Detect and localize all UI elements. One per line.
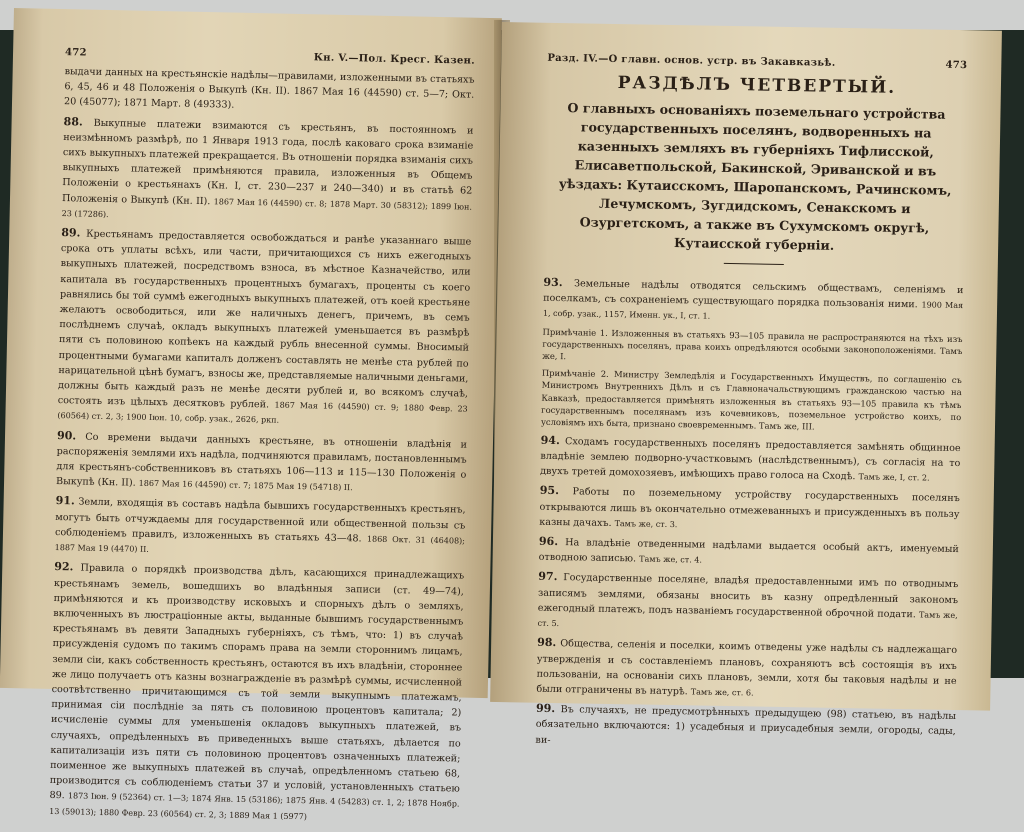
section-subtitle: О главныхъ основаніяхъ поземельнаго устройства государственныхъ поселянъ, водворенныхъ на казенныхъ земляхъ въ губерніяхъ Тифлисской, Елисаветпольской, Бакинской, Эриванской и въ уѣздахъ: Кутаисскомъ, Шаропанскомъ, Рачинскомъ, Лечумскомъ, Зугдидскомъ, Сенакскомъ и Озургетскомъ, а также въ Сухумскомъ округѣ, Кутаисской губерніи. [558,100,952,253]
article-number: 92. [54,560,74,574]
article-number: 88. [63,114,83,129]
left-page-header [65,47,475,67]
paragraph-text: Въ случаяхъ, не предусмотрѣнныхъ предыдущею (98) статьею, въ надѣлы обязательно включаются: 1) усадебныя и приусадебныя земли, огороды, сады, ви- [535,704,957,746]
article-number: 91. [55,494,75,508]
paragraph [537,569,958,638]
paragraph [543,275,964,329]
article-number: 96. [538,534,559,549]
paragraph-text: Общества, селенія и поселки, коимъ отведены уже надѣлы съ надлежащаго утвержденія и съ составленіемъ плановъ, сохраняютъ всѣ состоящія въ ихъ пользованіи, на основаніи сихъ плановъ, земли, хотя бы таковыя надѣлы и не были отграничены въ натурѣ. [536,638,958,698]
paragraph [55,493,466,563]
right-page-body [535,53,967,759]
legal-reference: Тамъ же, ст. 6. [690,687,754,698]
left-page [0,8,502,821]
article-number: 93. [543,275,563,290]
right-page [490,22,1002,746]
paragraph-text: Крестьянамъ предоставляется освобождаться и ранѣе указаннаго выше срока отъ уплаты всѣхъ, или части, причитающихся съ нихъ ежегодныхъ выкупныхъ платежей, посредствомъ взноса, въ мѣстное Казначейство, или капитала въ государственныхъ процентныхъ бумагахъ, проценты съ коего равнялись бы той суммѣ ежегодныхъ выкупныхъ платежей, отъ коей крестьяне желаютъ освободиться, или же наличныхъ денегъ, причемъ, въ семъ послѣднемъ случаѣ, окладъ выкупныхъ платежей уменьшается въ размѣрѣ пяти съ половиною копѣекъ на каждый рубль внесенной суммы. Вносимый процентными бумагами капиталъ долженъ составлять не менѣе ста рублей по нарицательной цѣнѣ бумагъ, взносы же, представляемые наличными деньгами, должны быть каждый разъ не менѣе десяти рублей и, во всякомъ случаѣ, состоять изъ цѣлыхъ десятковъ рублей. [57,228,472,411]
section-title: РАЗДѢЛЪ ЧЕТВЕРТЫЙ. [617,73,897,98]
paragraph-text: Земли, входящія въ составъ надѣла бывшихъ государственныхъ крестьянъ, могутъ быть отчуждаемы для государственной или общественной пользы съ соблюденіемъ правилъ, изложенныхъ въ статьяхъ 43—48. [54,496,466,545]
legal-reference: Тамъ же, I, ст. 2. [858,472,930,483]
paragraph-text: Выкупные платежи взимаются съ крестьянъ, въ постоянномъ и неизмѣнномъ размѣрѣ, по 1 Января 1913 года, послѣ каковаго срока взиманіе сихъ выкупныхъ платежей прекращается. Въ отношеніи порядка взиманія сихъ выкупныхъ платежей примѣняются правила, изложенныя въ Общемъ Положеніи о крестьянахъ (Кн. I, ст. 230—237 и 240—340) и въ статьѣ 62 Положенія о Выкупѣ (Кн. II). [61,117,474,207]
paragraph-text: Со времени выдачи данныхъ крестьяне, въ отношеніи владѣнія и распоряженія землями ихъ надѣла, подчиняются правиламъ, постановленнымъ для крестьянъ-собственниковъ въ статьяхъ 106—113 и 115—130 Положенія о Выкупѣ (Кн. II). [55,431,468,489]
paragraph-text: Примѣчаніе 1. Изложенныя въ статьяхъ 93—105 правила не распространяются на тѣхъ изъ государственныхъ поселянъ, права коихъ опредѣляются особыми законоположеніями. Тамъ же, I. [542,326,963,362]
paragraph [541,367,962,436]
running-head: Разд. IV.—О главн. основ. устр. въ Закавказьѣ. [547,52,836,69]
left-paragraphs [49,64,475,831]
article-number: 99. [535,701,556,716]
paragraph [64,64,475,118]
paragraph [56,428,467,498]
paragraph-text: Сходамъ государственныхъ поселянъ предоставляется замѣнять общинное владѣніе землею подворно-участковымъ (наслѣдственнымъ), съ согласія на то двухъ третей домохозяевъ, имѣющихъ право голоса на Сходѣ. [540,436,961,483]
left-page-body [49,47,475,831]
paragraph [57,225,471,432]
paragraph-text: Примѣчаніе 2. Министру Земледѣлія и Государственныхъ Имуществъ, по соглашенію съ Министромъ Внутреннихъ Дѣлъ и съ Главноначальствующимъ гражданскою частью на Кавказѣ, предоставляется примѣнять изложенныя въ статьяхъ 93—105 правила къ тѣмъ государственнымъ поселянамъ изъ кочевниковъ, поземельное устройство коихъ, по условіямъ ихъ быта, признано своевременнымъ. Тамъ же, III. [540,367,962,432]
article-number: 95. [539,484,560,498]
article-number: 94. [540,433,560,447]
paragraph [535,701,956,755]
legal-reference: Тамъ же, ст. 4. [639,554,703,565]
article-number: 90. [56,428,77,443]
paragraph [62,114,474,230]
paragraph-text: выдачи данных на крестьянскіе надѣлы—правилами, изложенными въ статьяхъ 6, 45, 46 и 48 Положенія о Выкупѣ (Кн. II). 1867 Мая 16 (44590) ст. 5—7; Окт. 20 (45077); 1871 Март. 8 (49333). [63,66,475,112]
paragraph [49,559,464,827]
legal-reference: Тамъ же, ст. 3. [614,518,678,530]
paragraph-text: Государственные поселяне, владѣя предоставленными имъ по отводнымъ записямъ землями, обязаны вносить въ казну опредѣленный закономъ ежегодный платежъ, подъ названіемъ государственной оброчной подати. [537,572,959,621]
page-number: 473 [945,59,968,72]
article-number: 98. [537,636,557,650]
paragraph [536,635,957,704]
paragraph-text: Работы по поземельному устройству государственныхъ поселянъ открываются лишь въ окончательно отмежеванныхъ и присужденныхъ въ пользу казны дачахъ. [539,486,960,529]
running-head: Кн. V.—Пол. Кресг. Казен. [313,52,476,67]
legal-reference: Тамъ же, ст. 5. [537,610,958,629]
page-number: 472 [64,47,87,59]
legal-reference: 1867 Мая 16 (44590) ст. 7; 1875 Мая 19 (54718) II. [138,478,353,493]
legal-reference: 1873 Іюн. 9 (52364) ст. 1—3; 1874 Янв. 15 (53186); 1875 Янв. 4 (54283) ст. 1, 2; 1878 Ноябр. 13 (59013); 1880 Февр. 23 (60564) ст. 2, 3; 1889 Мая 1 (5977) [49,791,460,821]
divider [724,263,784,265]
article-number: 97. [538,570,558,584]
article-number: 89. [61,226,81,240]
paragraph-text: На владѣніе отведенными надѣлами выдается особый актъ, именуемый отводною записью. [538,537,959,565]
right-page-header [547,53,967,71]
paragraph-text: Правила о порядкѣ производства дѣлъ, касающихся принадлежащихъ крестьянамъ земель, вошедшихъ во владѣнныя записи (ст. 49—74), примѣняются и къ производству исковыхъ и спорныхъ дѣлъ о земляхъ, включенныхъ въ люстраціонные акты, выданные бывшимъ государственнымъ крестьянамъ въ девяти Западныхъ губерніяхъ, съ тѣмъ, что: 1) въ случаѣ присужденія судомъ по такимъ спорамъ права на земли стороннимъ лицамъ, земли сіи, какъ собственность крестьянъ, остаются въ ихъ владѣніи, стороннее же лицо получаетъ отъ казны вознагражденіе въ размѣрѣ суммы, исчисленной соотвѣтственно причитающимся съ той земли выкупнымъ платежамъ, принимая сіи послѣдніе за пять съ половиною процентовъ капитала; 2) исчисленіе суммы для уменьшенія окладовъ выкупныхъ платежей, въ случаяхъ, опредѣленныхъ въ приведенныхъ выше статьяхъ, дѣлается по капитализаціи изъ пяти съ половиною процентовъ означенныхъ платежей; поименное же выкупныхъ платежей въ случаѣ, опредѣленномъ статьею 68, производится съ соблюденіемъ статьи 37 и условій, установленныхъ статьею 89. [49,562,465,802]
legal-reference: 1900 Мая 1, собр. узак., 1157, Именн. ук., I, ст. 1. [542,300,964,322]
legal-reference: 1868 Окт. 31 (46408); 1887 Мая 19 (4470) II. [54,534,466,555]
right-paragraphs [535,275,963,759]
legal-reference: 1867 Мая 16 (44590) ст. 8; 1878 Март. 30 (58312); 1899 Іюн. 23 (17286). [61,196,473,219]
paragraph [540,433,961,487]
paragraph [539,483,960,537]
paragraph-text: Земельные надѣлы отводятся сельскимъ обществамъ, селеніямъ и поселкамъ, съ сохраненіемъ существующаго порядка пользованія ними. [543,278,964,311]
legal-reference: 1867 Мая 16 (44590) ст. 9; 1880 Февр. 23 (60564) ст. 2, 3; 1900 Іюн. 10, собр. узак., 2626, ркп. [57,400,468,426]
